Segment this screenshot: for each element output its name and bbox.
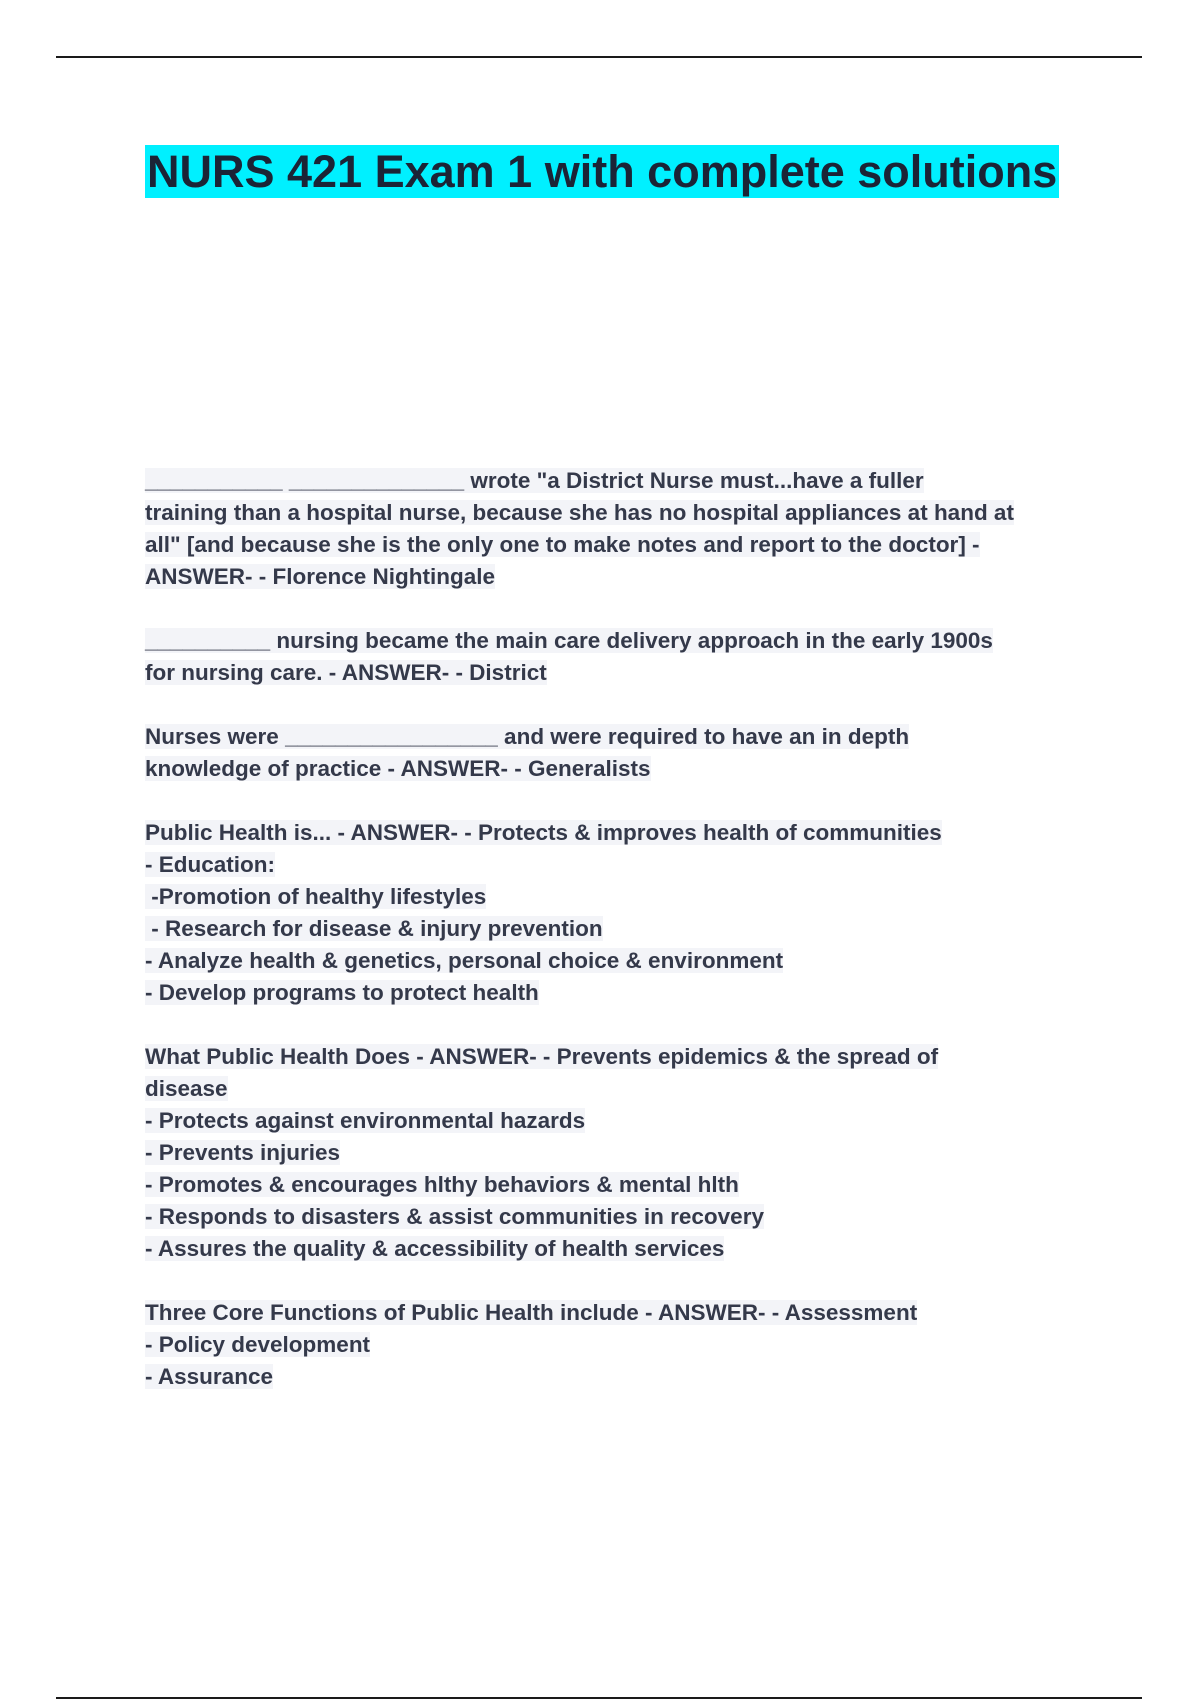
qa-line: training than a hospital nurse, because she has no hospital appliances at hand at [145,500,1014,525]
qa-line: - Responds to disasters & assist communities in recovery [145,1204,764,1229]
qa-line: - Protects against environmental hazards [145,1108,586,1133]
qa-line: Public Health is... - ANSWER- - Protects & improves health of communities [145,820,942,845]
qa-entry [145,1297,1085,1393]
qa-line: __________ nursing became the main care delivery approach in the early 1900s [145,628,993,653]
qa-line: -Promotion of healthy lifestyles [145,884,487,909]
qa-line: - Assures the quality & accessibility of health services [145,1236,725,1261]
qa-line: - Research for disease & injury prevention [145,916,603,941]
qa-line: ANSWER- - Florence Nightingale [145,564,496,589]
qa-line: disease [145,1076,228,1101]
qa-line: - Develop programs to protect health [145,980,539,1005]
top-rule [56,56,1142,58]
qa-line: knowledge of practice - ANSWER- - Generalists [145,756,651,781]
qa-line: Nurses were _________________ and were required to have an in depth [145,724,910,749]
qa-line: - Assurance [145,1364,273,1389]
qa-line: - Prevents injuries [145,1140,341,1165]
qa-line: - Analyze health & genetics, personal choice & environment [145,948,784,973]
qa-entry [145,625,1085,689]
qa-line: Three Core Functions of Public Health include - ANSWER- - Assessment [145,1300,918,1325]
qa-entry [145,817,1085,1009]
qa-line: - Policy development [145,1332,371,1357]
qa-entry [145,721,1085,785]
qa-list [145,465,1085,1425]
qa-entry [145,465,1085,593]
document-title: NURS 421 Exam 1 with complete solutions [147,146,1058,197]
qa-line: ___________ ______________ wrote "a District Nurse must...have a fuller [145,468,924,493]
qa-line: - Education: [145,852,275,877]
title-block [145,145,1059,198]
qa-line: for nursing care. - ANSWER- - District [145,660,547,685]
bottom-rule [56,1697,1142,1699]
qa-line: all" [and because she is the only one to make notes and report to the doctor] - [145,532,980,557]
qa-line: - Promotes & encourages hlthy behaviors & mental hlth [145,1172,739,1197]
qa-line: What Public Health Does - ANSWER- - Prevents epidemics & the spread of [145,1044,939,1069]
qa-entry [145,1041,1085,1265]
